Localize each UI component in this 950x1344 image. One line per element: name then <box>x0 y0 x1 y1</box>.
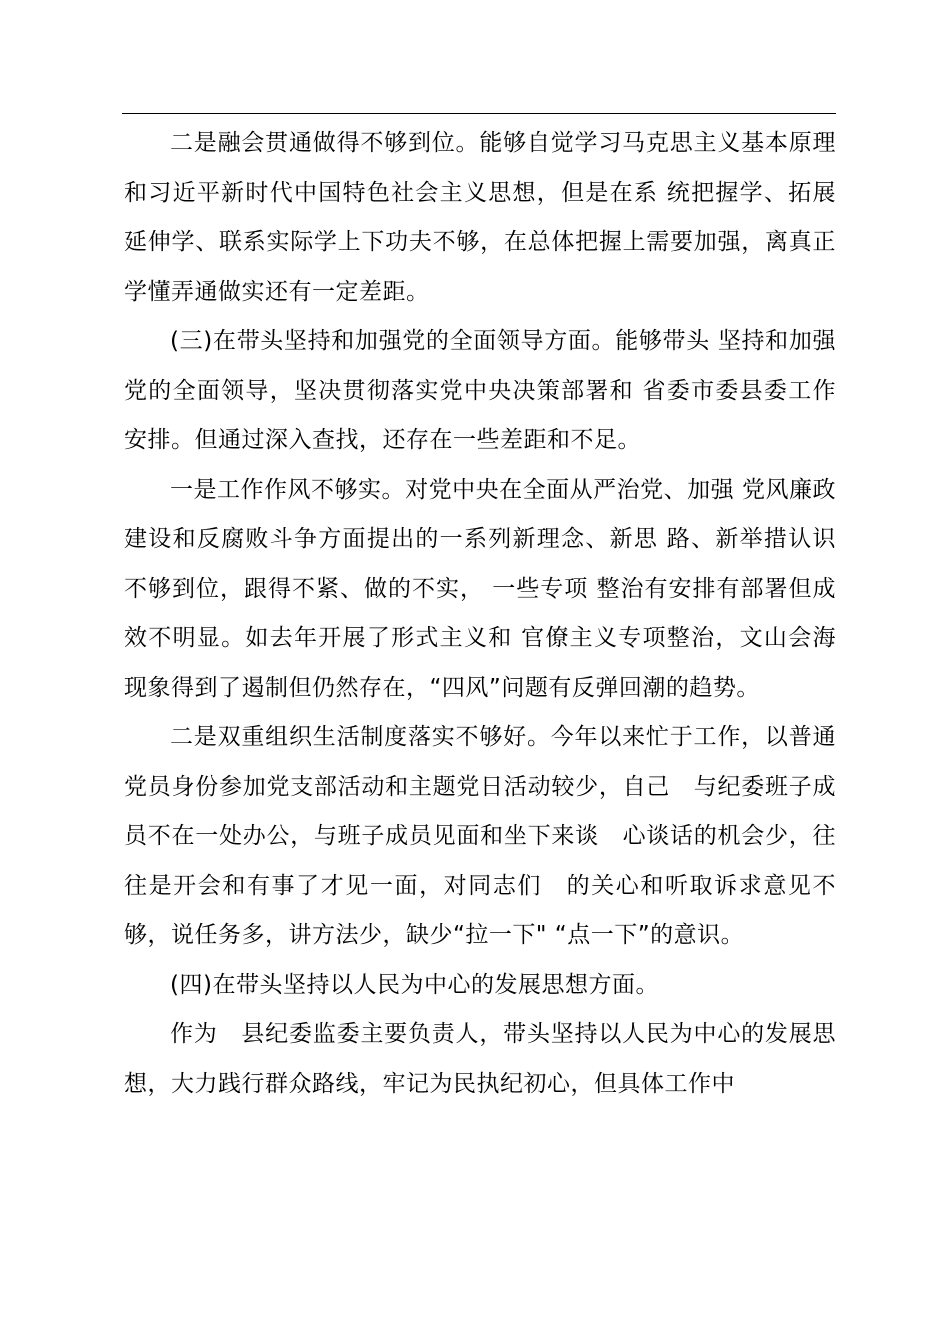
paragraph-as-leader: 作为 县纪委监委主要负责人，带头坚持以人民为中心的发展思想，大力践行群众路线，牢记为民执纪初心，但具体工作中 <box>124 1021 836 1097</box>
paragraph-integration: 二是融会贯通做得不够到位。能够自觉学习马克思主义基本原理和习近平新时代中国特色社会主义思想，但是在系 统把握学、拓展延伸学、联系实际学上下功夫不够，在总体把握上需要加强，离真正学懂弄通做实还有一定差距。 <box>124 130 836 305</box>
paragraph-dual-organization: 二是双重组织生活制度落实不够好。今年以来忙于工作，以普通党员身份参加党支部活动和主题党日活动较少，自己 与纪委班子成员不在一处办公，与班子成员见面和坐下来谈 心谈话的机会少，往往是开会和有事了才见一面，对同志们 的关心和听取诉求意见不够，说任务多，讲方法少，缺少“拉一下" “点一下”的意识。 <box>124 724 836 948</box>
paragraph-section-three: (三)在带头坚持和加强党的全面领导方面。能够带头 坚持和加强党的全面领导，坚决贯彻落实党中央决策部署和 省委市委县委工作安排。但通过深入查找，还存在一些差距和不足。 <box>124 328 836 453</box>
header-rule <box>122 113 836 114</box>
paragraph-section-four: (四)在带头坚持以人民为中心的发展思想方面。 <box>170 971 659 998</box>
paragraph-work-style: 一是工作作风不够实。对党中央在全面从严治党、加强 党风廉政建设和反腐败斗争方面提出的一系列新理念、新思 路、新举措认识不够到位，跟得不紧、做的不实， 一些专项 整治有安排有部署但成效不明显。如去年开展了形式主义和 官僚主义专项整治，文山会海现象得到了遏制但仍然存在，“四风”问题有反弹回潮的趋势。 <box>124 476 836 701</box>
body-text <box>124 119 836 1109</box>
